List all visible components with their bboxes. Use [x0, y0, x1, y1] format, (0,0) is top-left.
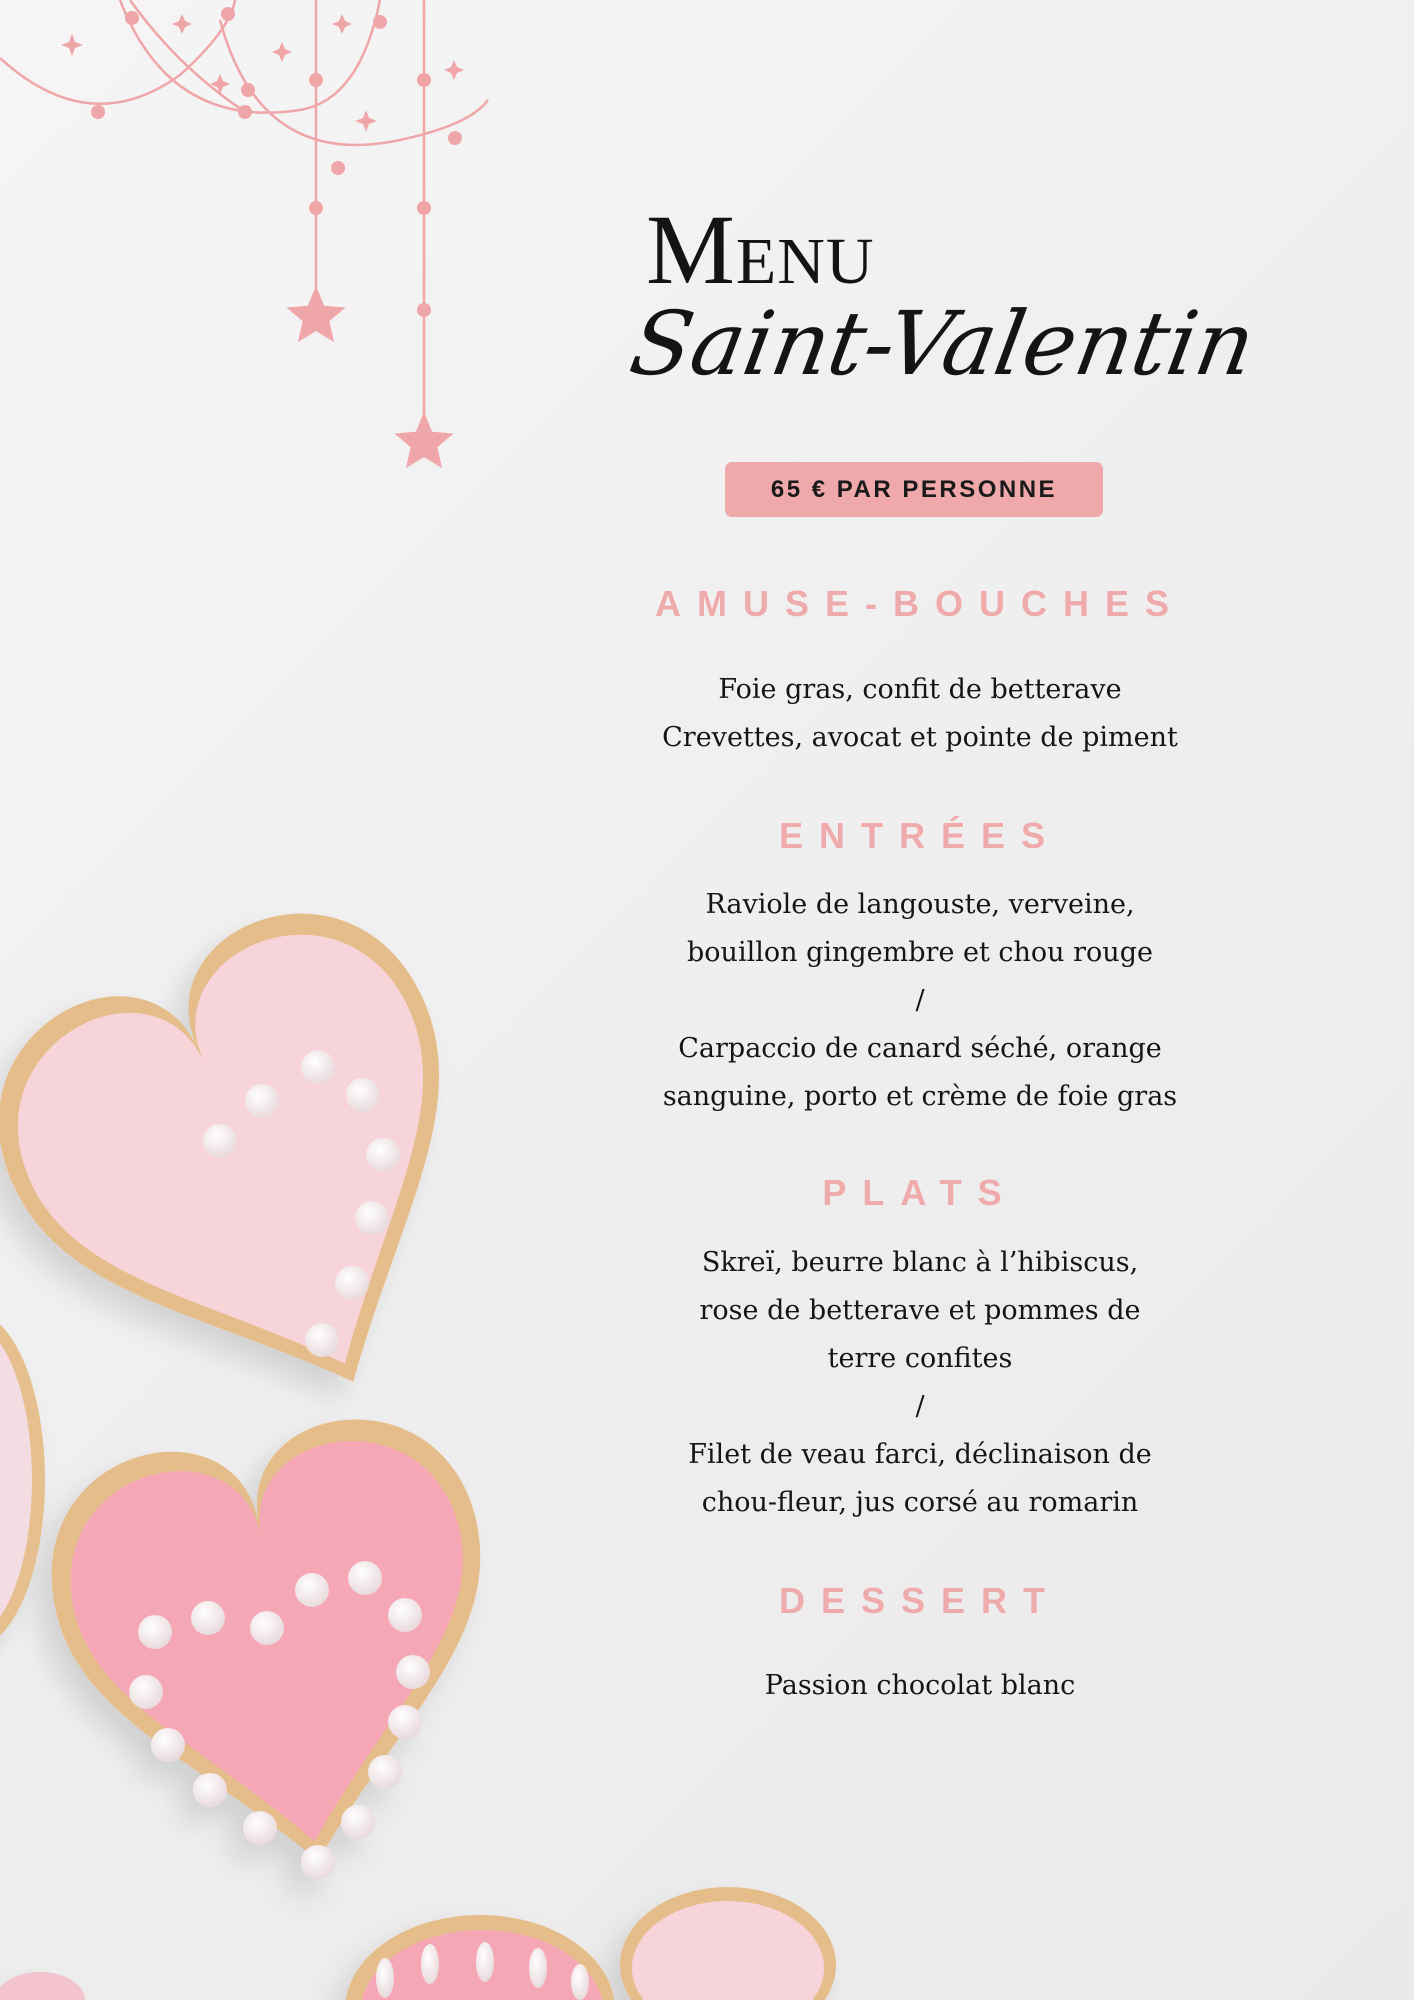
section-title-entrees: ENTRÉES — [778, 815, 1062, 856]
menu-item: Passion chocolat blanc — [764, 1670, 1076, 1701]
menu-separator: / — [915, 985, 925, 1016]
menu-item: Carpaccio de canard séché, orange — [678, 1033, 1162, 1064]
saint-valentin-title: Saint-Valentin — [623, 292, 1263, 395]
menu-item: Skreï, beurre blanc à l’hibiscus, — [701, 1247, 1139, 1278]
menu-item: rose de betterave et pommes de — [699, 1295, 1141, 1326]
menu-item: chou-fleur, jus corsé au romarin — [701, 1487, 1139, 1518]
section-items-plats — [600, 1239, 1240, 1527]
section-title-amuse-bouches: AMUSE-BOUCHES — [654, 583, 1185, 624]
menu-item: Foie gras, confit de betterave — [718, 674, 1122, 705]
section-items-amuse-bouches — [600, 666, 1240, 762]
section-title-dessert: DESSERT — [778, 1580, 1062, 1621]
section-items-entrees — [600, 881, 1240, 1121]
menu-item: terre confites — [827, 1343, 1013, 1374]
menu-item: Filet de veau farci, déclinaison de — [688, 1439, 1152, 1470]
garland-bulbs — [91, 7, 462, 317]
star-icon — [395, 412, 454, 468]
star-icon — [287, 286, 346, 342]
menu-separator: / — [915, 1391, 925, 1422]
section-title-plats: PLATS — [822, 1172, 1018, 1213]
menu-item: bouillon gingembre et chou rouge — [687, 937, 1153, 968]
menu-title: MENU — [646, 194, 875, 305]
section-items-dessert — [600, 1662, 1240, 1710]
menu-item: Raviole de langouste, verveine, — [705, 889, 1135, 920]
price-badge: 65 € PAR PERSONNE — [725, 462, 1103, 517]
menu-item: Crevettes, avocat et pointe de piment — [662, 722, 1178, 753]
hanging-lights-icon — [0, 0, 488, 418]
menu-item: sanguine, porto et crème de foie gras — [662, 1081, 1178, 1112]
sparkles — [61, 14, 464, 132]
